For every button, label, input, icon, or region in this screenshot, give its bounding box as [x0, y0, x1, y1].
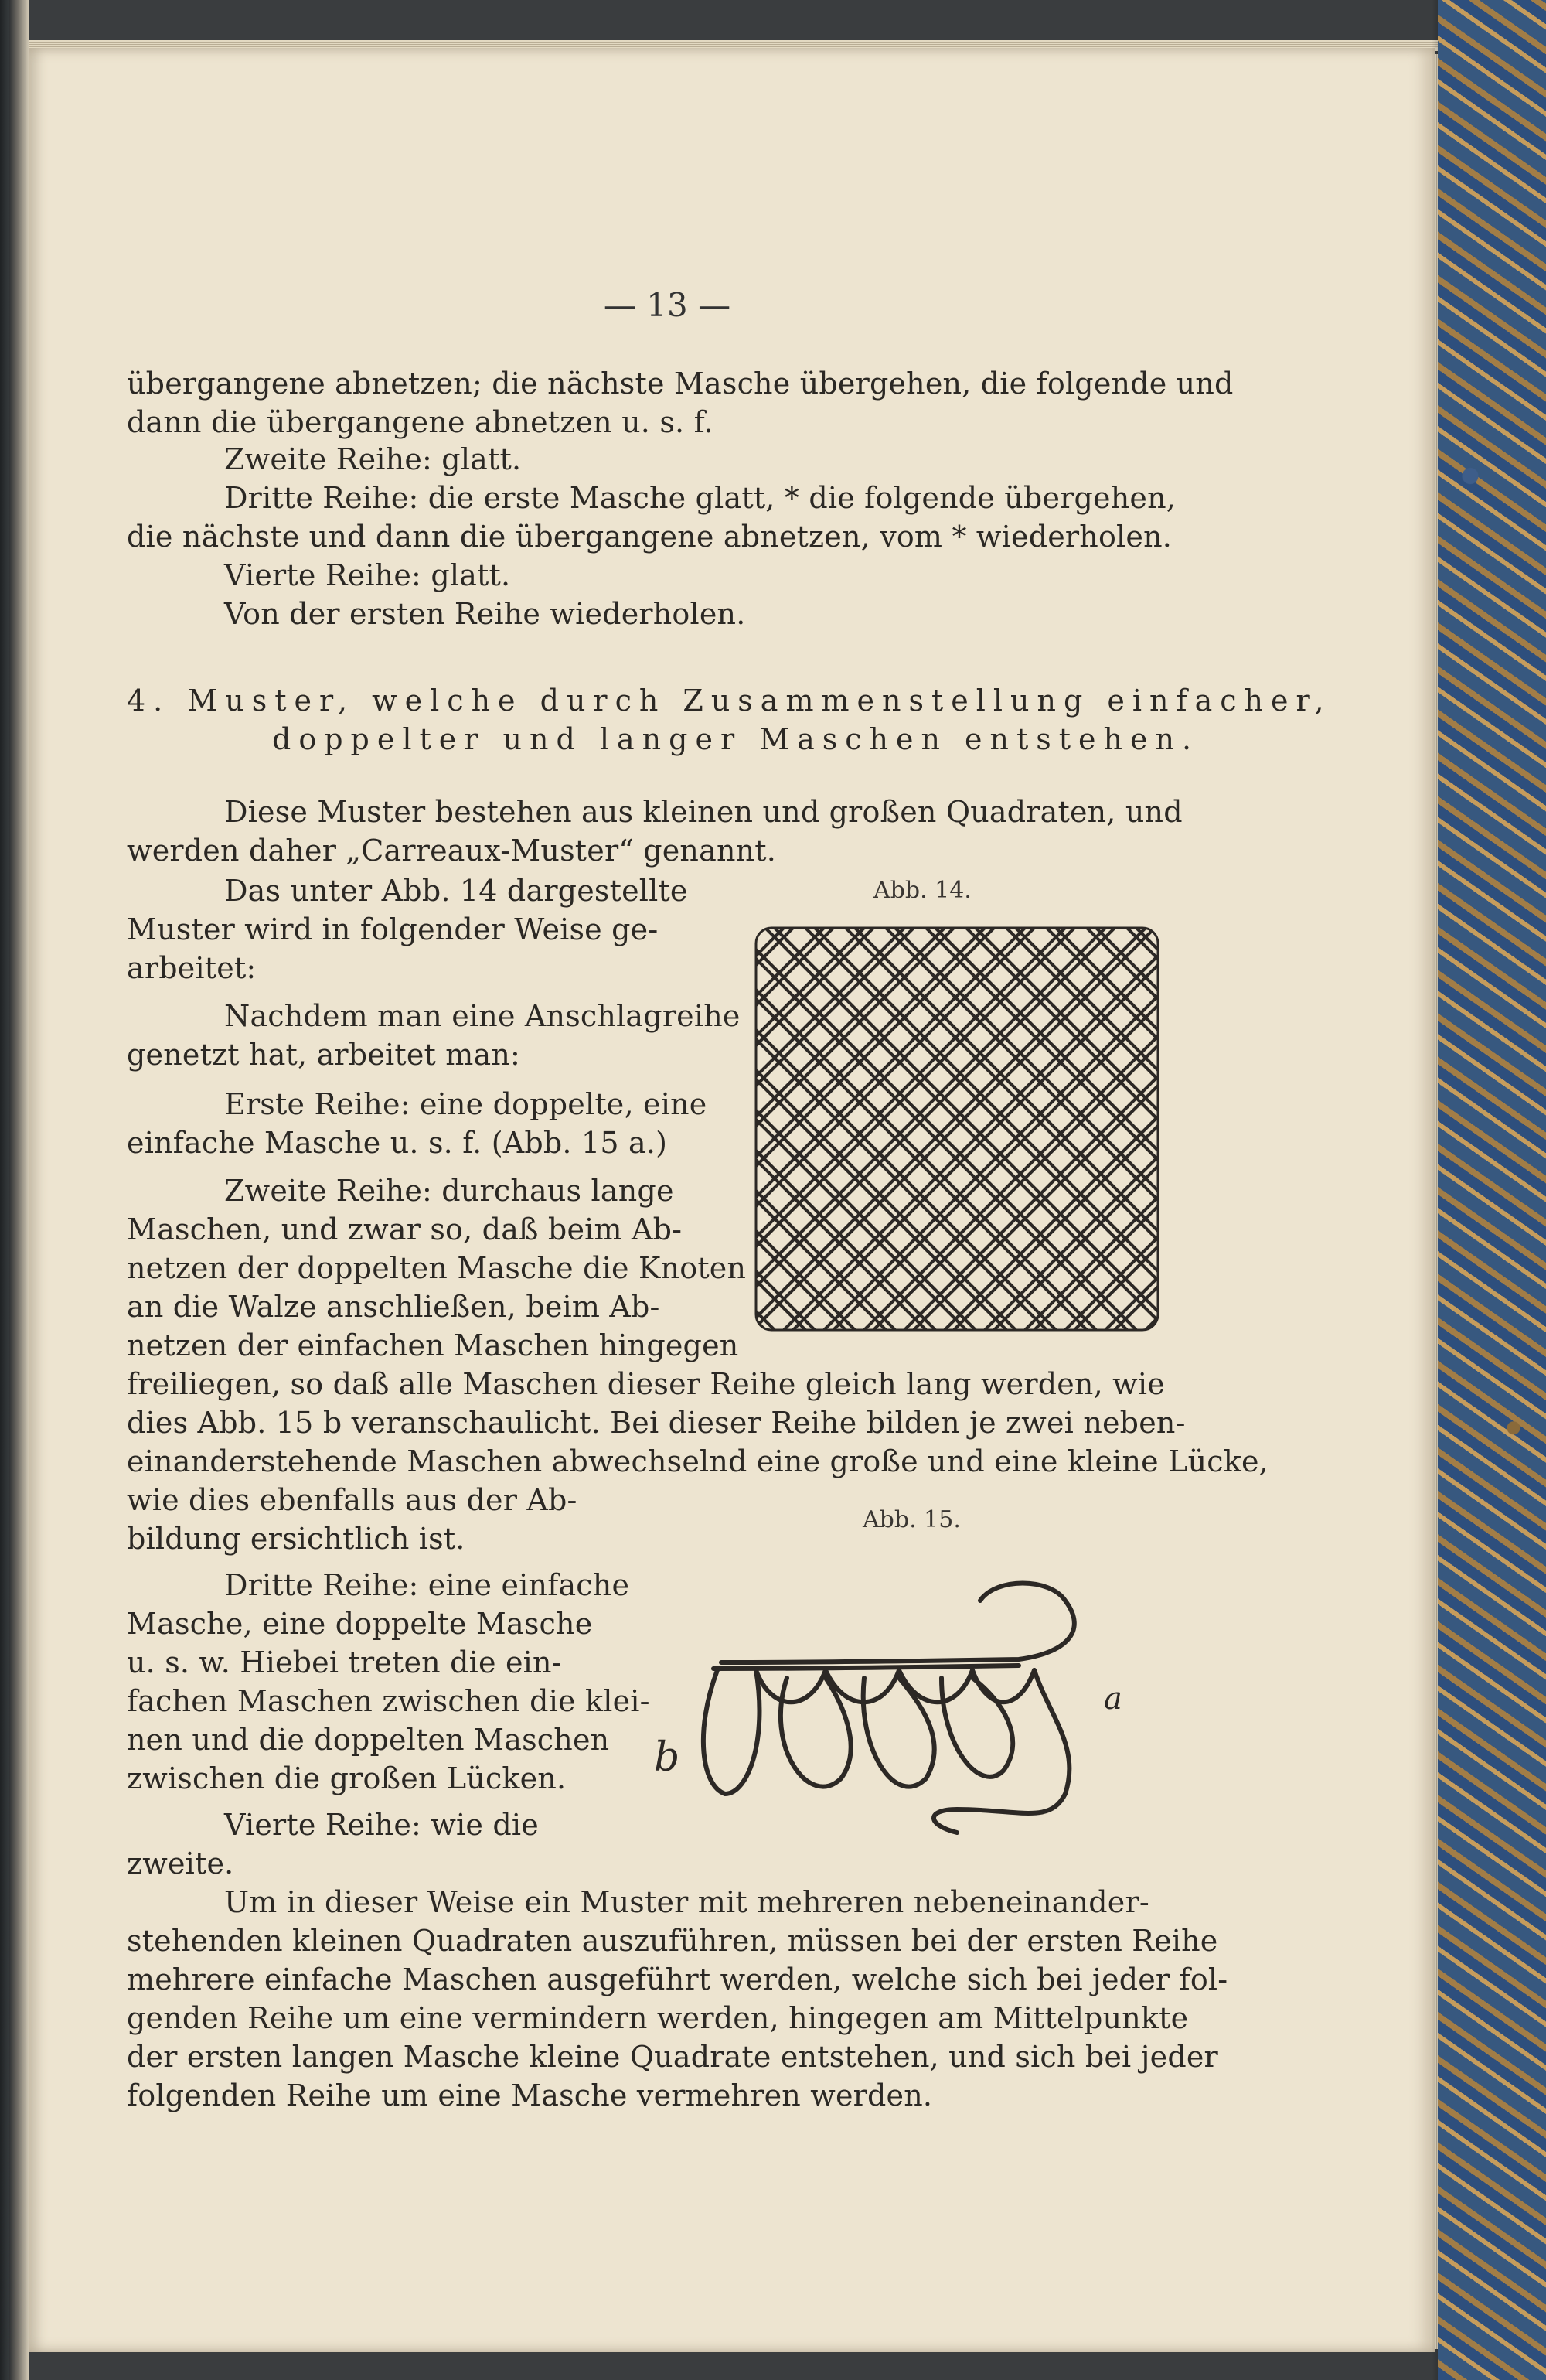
text-line: zweite. [127, 1846, 234, 1880]
book-page [29, 48, 1435, 2352]
figure-15-knot-illustration [632, 1546, 1173, 1871]
text-line: netzen der doppelten Masche die Knoten [127, 1251, 747, 1285]
text-line: Um in dieser Weise ein Muster mit mehreren nebeneinander- [224, 1885, 1149, 1919]
figure-15-mark-b: b [654, 1734, 680, 1781]
text-line: dann die übergangene abnetzen u. s. f. [127, 405, 713, 439]
page-number: — 13 — [603, 286, 731, 324]
text-line: Diese Muster bestehen aus kleinen und großen Quadraten, und [224, 795, 1183, 829]
text-line: genetzt hat, arbeitet man: [127, 1038, 521, 1072]
text-line: Zweite Reihe: glatt. [224, 442, 522, 476]
text-line: Von der ersten Reihe wiederholen. [224, 597, 746, 631]
marbled-cover [1438, 0, 1546, 2380]
text-line: genden Reihe um eine vermindern werden, hingegen am Mittelpunkte [127, 2001, 1189, 2035]
text-line: Dritte Reihe: die erste Masche glatt, * die folgende übergehen, [224, 481, 1177, 515]
text-line: dies Abb. 15 b veranschaulicht. Bei dieser Reihe bilden je zwei neben- [127, 1406, 1186, 1440]
text-line: netzen der einfachen Maschen hingegen [127, 1328, 739, 1362]
text-line: Muster wird in folgender Weise ge- [127, 912, 659, 946]
text-line: Das unter Abb. 14 dargestellte [224, 874, 688, 908]
text-line: arbeitet: [127, 951, 257, 985]
text-line: Dritte Reihe: eine einfache [224, 1568, 630, 1602]
figure-15-label: Abb. 15. [863, 1506, 961, 1533]
text-line: einanderstehende Maschen abwechselnd eine große und eine kleine Lücke, [127, 1444, 1268, 1478]
text-line: freiliegen, so daß alle Maschen dieser Reihe gleich lang werden, wie [127, 1367, 1165, 1401]
text-line: übergangene abnetzen; die nächste Masche übergehen, die folgende und [127, 367, 1234, 401]
text-line: stehenden kleinen Quadraten auszuführen, müssen bei der ersten Reihe [127, 1924, 1218, 1958]
text-line: Vierte Reihe: wie die [224, 1808, 539, 1842]
text-line: fachen Maschen zwischen die klei- [127, 1684, 650, 1718]
text-line: Maschen, und zwar so, daß beim Ab- [127, 1212, 683, 1246]
figure-15-mark-a: a [1104, 1681, 1122, 1717]
figure-14-label: Abb. 14. [873, 877, 972, 904]
text-line: Zweite Reihe: durchaus lange [224, 1174, 674, 1208]
text-line: wie dies ebenfalls aus der Ab- [127, 1483, 577, 1517]
text-line: einfache Masche u. s. f. (Abb. 15 a.) [127, 1126, 668, 1160]
text-line: Masche, eine doppelte Masche [127, 1607, 593, 1641]
text-line: nen und die doppelten Maschen [127, 1723, 610, 1757]
text-line: werden daher „Carreaux-Muster“ genannt. [127, 834, 777, 868]
text-line: Erste Reihe: eine doppelte, eine [224, 1087, 707, 1121]
text-line: u. s. w. Hiebei treten die ein- [127, 1645, 562, 1679]
text-line: mehrere einfache Maschen ausgeführt werden, welche sich bei jeder fol- [127, 1962, 1228, 1996]
text-line: Vierte Reihe: glatt. [224, 558, 511, 592]
text-line: folgenden Reihe um eine Masche vermehren werden. [127, 2078, 933, 2112]
text-line: der ersten langen Masche kleine Quadrate entstehen, und sich bei jeder [127, 2040, 1218, 2074]
text-line: die nächste und dann die übergangene abnetzen, vom * wiederholen. [127, 520, 1173, 554]
figure-14-mesh-illustration [750, 922, 1183, 1355]
text-line: Nachdem man eine Anschlagreihe [224, 999, 741, 1033]
section-heading-cont: doppelter und langer Maschen entstehen. [272, 722, 1200, 756]
section-heading: 4. Muster, welche durch Zusammenstellung einfacher, [127, 684, 1332, 718]
previous-page-edge [9, 0, 29, 2380]
text-line: an die Walze anschließen, beim Ab- [127, 1290, 660, 1324]
text-line: zwischen die großen Lücken. [127, 1761, 567, 1795]
text-line: bildung ersichtlich ist. [127, 1522, 465, 1556]
